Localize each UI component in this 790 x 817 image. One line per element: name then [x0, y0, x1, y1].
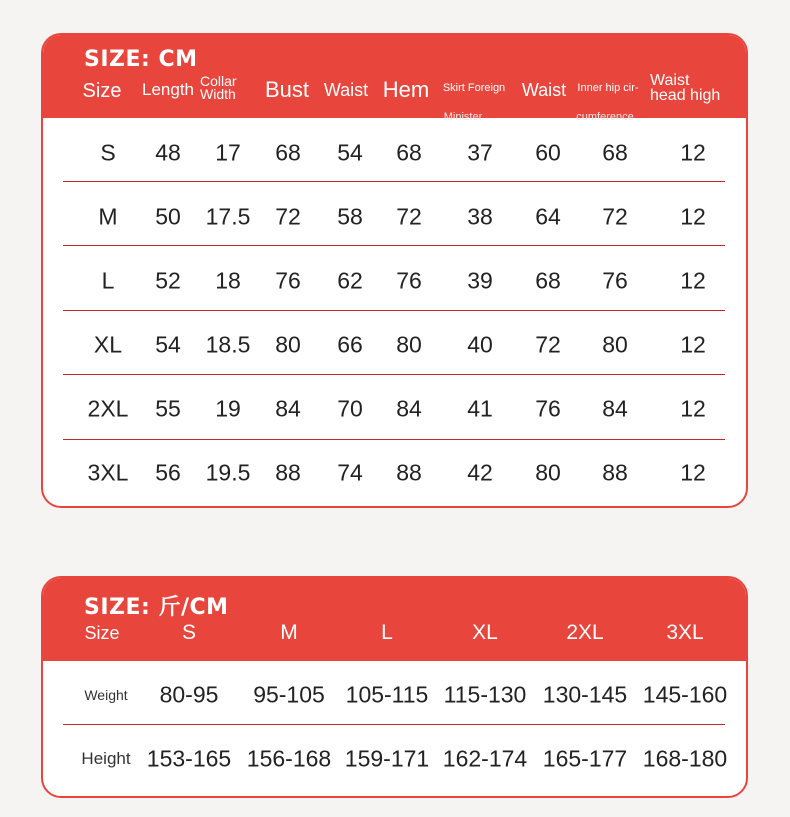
- header-size: Size: [84, 623, 120, 643]
- table-cell: 165-177: [542, 745, 628, 772]
- table-cell: 17.5: [205, 203, 251, 230]
- table-cell: 162-174: [442, 745, 528, 772]
- size-chart-weight-height: [41, 576, 748, 798]
- header-2xl: 2XL: [566, 621, 604, 644]
- row-divider: [63, 439, 725, 440]
- table-cell: 39: [467, 267, 493, 294]
- table-cell: 12: [680, 395, 706, 422]
- table-cell: 68: [602, 139, 628, 166]
- table-cell: 68: [396, 139, 422, 166]
- size-chart-cm: [41, 33, 748, 508]
- header-3xl: 3XL: [666, 621, 704, 644]
- table-cell: 50: [155, 203, 181, 230]
- table-cell: 62: [337, 267, 363, 294]
- header-waist-2: Waist: [521, 80, 567, 100]
- row-divider: [63, 310, 725, 311]
- table-cell: 72: [275, 203, 301, 230]
- size-label: 3XL: [87, 459, 129, 486]
- table-cell: 12: [680, 459, 706, 486]
- table-cell: 76: [602, 267, 628, 294]
- table-cell: 64: [535, 203, 561, 230]
- table-cell: 156-168: [246, 745, 332, 772]
- header-l: L: [381, 621, 393, 644]
- header-subtext-minister: Minister: [443, 111, 483, 123]
- table-cell: 66: [337, 331, 363, 358]
- table-cell: 12: [680, 139, 706, 166]
- table-cell: 18: [215, 267, 241, 294]
- table-cell: 84: [396, 395, 422, 422]
- table-cell: 18.5: [205, 331, 251, 358]
- table-cell: 54: [337, 139, 363, 166]
- table-cell: 80: [396, 331, 422, 358]
- header-xl: XL: [472, 621, 498, 644]
- table-cell: 17: [215, 139, 241, 166]
- table-cell: 42: [467, 459, 493, 486]
- table-cell: 95-105: [253, 681, 325, 708]
- header-waist: Waist: [323, 80, 369, 100]
- size-label: M: [98, 203, 118, 230]
- table-cell: 70: [337, 395, 363, 422]
- header-m: M: [280, 621, 298, 644]
- table-cell: 72: [602, 203, 628, 230]
- table-cell: 153-165: [146, 745, 232, 772]
- table-cell: 76: [535, 395, 561, 422]
- table-cell: 72: [535, 331, 561, 358]
- table-cell: 60: [535, 139, 561, 166]
- header-collar-width: Collar Width: [200, 73, 237, 102]
- table-cell: 12: [680, 203, 706, 230]
- table-cell: 80-95: [159, 681, 219, 708]
- table-cell: 56: [155, 459, 181, 486]
- table-cell: 55: [155, 395, 181, 422]
- table-cell: 168-180: [642, 745, 728, 772]
- size-label: S: [100, 139, 116, 166]
- row-divider: [63, 245, 725, 246]
- table-cell: 130-145: [542, 681, 628, 708]
- table-cell: 12: [680, 267, 706, 294]
- table-cell: 115-130: [443, 681, 527, 708]
- table-cell: 68: [535, 267, 561, 294]
- table-cell: 88: [396, 459, 422, 486]
- header-subtext-cumference: cumference: [576, 111, 634, 123]
- table-title: SIZE: CM: [84, 47, 198, 72]
- table-cell: 48: [155, 139, 181, 166]
- row-divider: [63, 181, 725, 182]
- header-s: S: [181, 621, 197, 644]
- table-cell: 76: [396, 267, 422, 294]
- row-label-weight: Weight: [84, 687, 128, 703]
- table-header: [43, 35, 746, 118]
- header-size: Size: [82, 80, 122, 102]
- header-skirt-foreign: Skirt Foreign: [442, 82, 506, 94]
- table-cell: 19: [215, 395, 241, 422]
- table-cell: 84: [602, 395, 628, 422]
- size-label: L: [101, 267, 115, 294]
- table-cell: 19.5: [205, 459, 251, 486]
- table-cell: 38: [467, 203, 493, 230]
- table-cell: 58: [337, 203, 363, 230]
- table-cell: 76: [275, 267, 301, 294]
- header-length: Length: [142, 80, 194, 99]
- table-title: SIZE: 斤/CM: [84, 595, 229, 620]
- table-cell: 159-171: [344, 745, 430, 772]
- table-cell: 80: [602, 331, 628, 358]
- table-cell: 52: [155, 267, 181, 294]
- row-label-height: Height: [81, 749, 131, 768]
- table-cell: 40: [467, 331, 493, 358]
- table-cell: 72: [396, 203, 422, 230]
- table-cell: 12: [680, 331, 706, 358]
- table-cell: 74: [337, 459, 363, 486]
- table-cell: 41: [467, 395, 493, 422]
- table-cell: 84: [275, 395, 301, 422]
- table-cell: 68: [275, 139, 301, 166]
- header-inner-hip: Inner hip cir-: [577, 82, 639, 94]
- size-label: XL: [93, 331, 123, 358]
- table-header: [43, 578, 746, 661]
- row-divider: [63, 374, 725, 375]
- table-cell: 37: [467, 139, 493, 166]
- table-cell: 80: [535, 459, 561, 486]
- header-hem: Hem: [382, 77, 430, 102]
- table-cell: 54: [155, 331, 181, 358]
- row-divider: [63, 724, 725, 725]
- table-cell: 88: [275, 459, 301, 486]
- table-cell: 105-115: [345, 681, 429, 708]
- header-waist-head-high: Waist head high: [650, 72, 721, 104]
- table-cell: 145-160: [642, 681, 728, 708]
- table-cell: 88: [602, 459, 628, 486]
- size-label: 2XL: [87, 395, 129, 422]
- header-bust: Bust: [264, 77, 310, 102]
- table-cell: 80: [275, 331, 301, 358]
